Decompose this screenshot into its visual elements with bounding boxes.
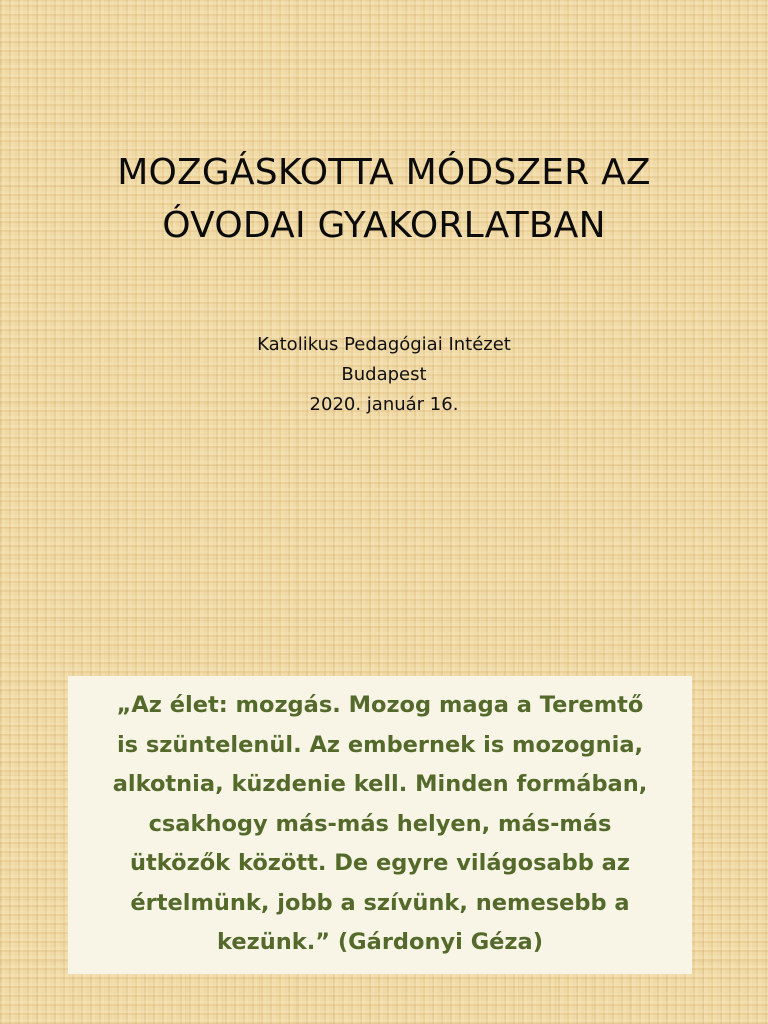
presentation-date: 2020. január 16. xyxy=(309,394,459,415)
city-name: Budapest xyxy=(341,364,427,385)
slide-title-line-2: ÓVODAI GYAKORLATBAN xyxy=(162,205,606,246)
quote-line: is szüntelenül. Az embernek is mozognia, xyxy=(116,731,644,758)
quote-line: értelmünk, jobb a szívünk, nemesebb a xyxy=(130,889,630,916)
slide-title-line-1: MOZGÁSKOTTA MÓDSZER AZ xyxy=(117,152,651,193)
quote-line: „Az élet: mozgás. Mozog maga a Teremtő xyxy=(116,692,644,718)
quote-line: csakhogy más-más helyen, más-más xyxy=(148,810,612,837)
quote-text xyxy=(68,686,692,963)
slide-title xyxy=(40,146,728,252)
quote-line: ütközők között. De egyre világosabb az xyxy=(130,850,630,876)
quote-line: kezünk.” (Gárdonyi Géza) xyxy=(217,929,543,955)
quote-line: alkotnia, küzdenie kell. Minden formában, xyxy=(112,771,648,797)
institution-name: Katolikus Pedagógiai Intézet xyxy=(257,334,511,355)
slide-subtitle xyxy=(80,330,688,420)
quote-box xyxy=(68,676,692,974)
